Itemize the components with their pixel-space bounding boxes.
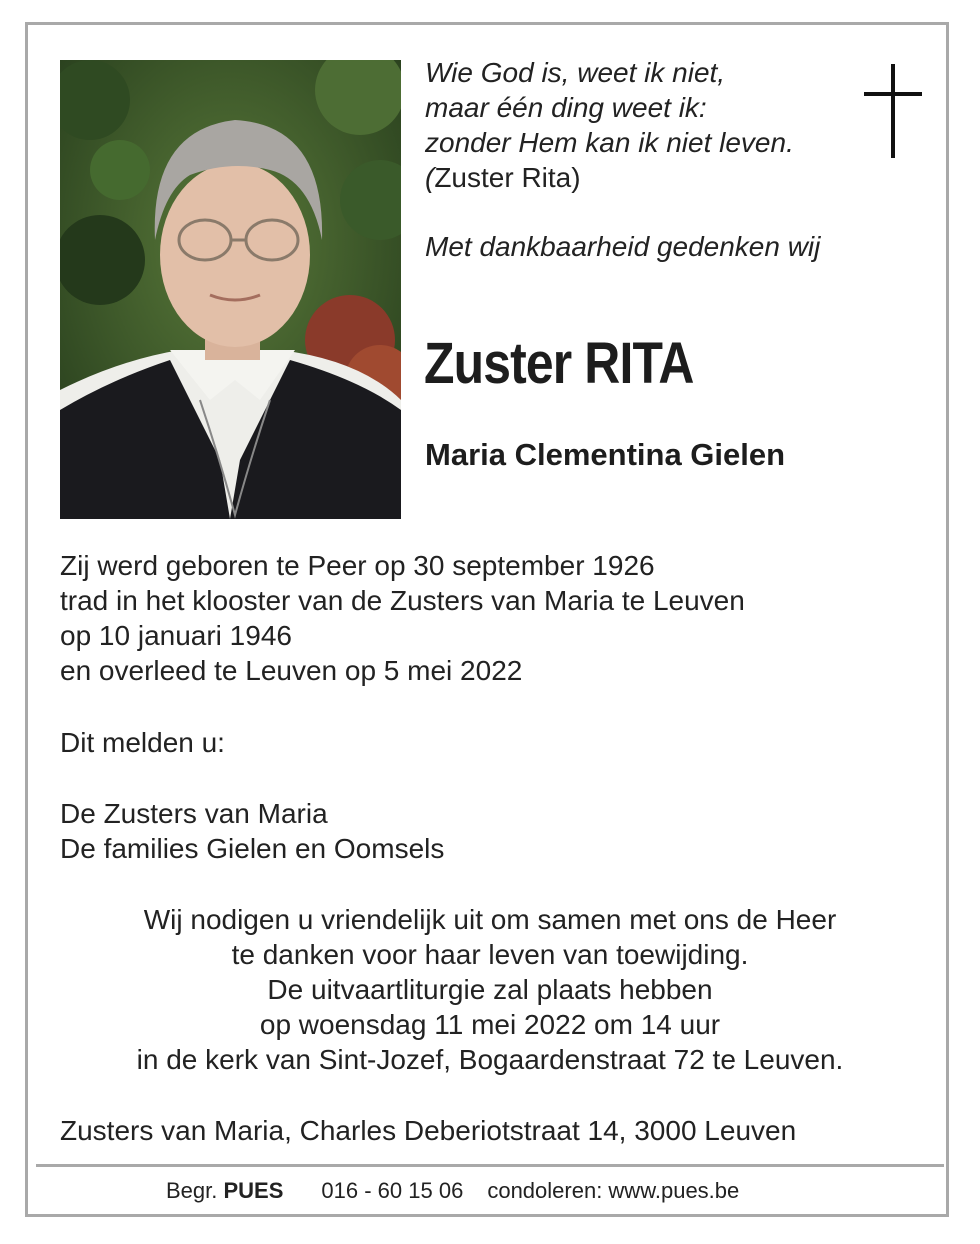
announcement-text: Dit melden u: (60, 727, 225, 758)
contact-address: Zusters van Maria, Charles Deberiotstraat 14, 3000 Leuven (60, 1115, 797, 1146)
intro-text: Met dankbaarheid gedenken wij (425, 231, 821, 262)
footer-divider (36, 1164, 944, 1167)
portrait-photo (60, 60, 401, 519)
cross-icon (864, 64, 922, 158)
invitation-line: in de kerk van Sint-Jozef, Bogaardenstraat 72 te Leuven. (136, 1044, 844, 1075)
condolence-link[interactable]: condoleren: www.pues.be (487, 1178, 740, 1203)
bio-line: trad in het klooster van de Zusters van Maria te Leuven (60, 585, 745, 616)
deceased-name: Zuster RITA (424, 331, 694, 396)
invitation (60, 902, 920, 1077)
footer-prefix: Begr. (166, 1178, 218, 1203)
biography (60, 548, 745, 688)
quote-line: maar één ding weet ik: (425, 92, 707, 123)
senders-list (60, 796, 444, 866)
undertaker-phone: 016 - 60 15 06 (321, 1178, 464, 1203)
quote-source-text: Zuster Rita) (434, 162, 581, 193)
quote-line: zonder Hem kan ik niet leven. (425, 127, 794, 158)
bio-line: op 10 januari 1946 (60, 620, 292, 651)
invitation-line: Wij nodigen u vriendelijk uit om samen met ons de Heer (143, 904, 837, 935)
footer (166, 1178, 739, 1204)
quote-line: Wie God is, weet ik niet, (425, 57, 726, 88)
deceased-full-name: Maria Clementina Gielen (425, 437, 786, 472)
invitation-line: te danken voor haar leven van toewijding. (231, 939, 749, 970)
bio-line: en overleed te Leuven op 5 mei 2022 (60, 655, 523, 686)
sender-line: De families Gielen en Oomsels (60, 833, 445, 864)
sender-line: De Zusters van Maria (60, 798, 328, 829)
undertaker-name: PUES (223, 1178, 284, 1203)
quote-source: (Zuster Rita) (425, 162, 581, 193)
memorial-quote (425, 55, 794, 195)
invitation-line: De uitvaartliturgie zal plaats hebben (267, 974, 713, 1005)
invitation-line: op woensdag 11 mei 2022 om 14 uur (259, 1009, 721, 1040)
bio-line: Zij werd geboren te Peer op 30 september 1926 (60, 550, 655, 581)
